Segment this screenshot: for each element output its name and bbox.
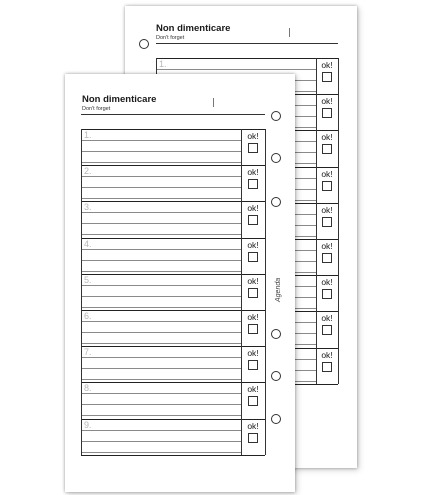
ok-label: ok! [247,167,259,178]
ok-label: ok! [321,313,333,324]
item-number: 4. [84,238,92,249]
ok-label: ok! [321,204,333,215]
ok-checkbox[interactable] [248,288,258,298]
writing-line[interactable] [81,212,241,213]
item-top-rule [81,346,265,347]
writing-line[interactable] [81,271,241,272]
ok-label: ok! [321,277,333,288]
writing-line[interactable] [81,307,241,308]
header-tick [289,28,290,37]
item-top-rule [81,419,265,420]
list-right-border [338,58,339,384]
ok-checkbox[interactable] [248,433,258,443]
binder-hole [271,329,281,339]
writing-line[interactable] [81,452,241,453]
ok-label: ok! [247,348,259,359]
item-number: 9. [84,419,92,430]
ok-label: ok! [321,168,333,179]
writing-line[interactable] [81,249,241,250]
item-top-rule [81,201,265,202]
sheet-subtitle: Don't forget [156,35,185,41]
writing-line[interactable] [81,140,241,141]
ok-label: ok! [321,132,333,143]
list-item [81,419,265,455]
ok-checkbox[interactable] [248,324,258,334]
item-top-rule [156,58,338,59]
writing-line[interactable] [81,404,241,405]
ok-checkbox[interactable] [322,108,332,118]
ok-checkbox[interactable] [322,72,332,82]
writing-line[interactable] [81,368,241,369]
binder-hole [271,197,281,207]
list-item [81,310,265,346]
writing-line[interactable] [81,260,241,261]
item-number: 7. [84,347,92,358]
ok-label: ok! [321,241,333,251]
item-number: 8. [84,383,92,394]
ok-checkbox[interactable] [248,215,258,225]
writing-line[interactable] [81,332,241,333]
item-top-rule [81,310,265,311]
item-number: 1. [159,59,167,69]
writing-line[interactable] [81,198,241,199]
ok-checkbox[interactable] [248,360,258,370]
header-tick [213,98,214,107]
item-top-rule [81,382,265,383]
writing-line[interactable] [81,415,241,416]
binder-hole [271,153,281,163]
writing-line[interactable] [81,285,241,286]
ok-checkbox[interactable] [248,252,258,262]
binder-hole [271,111,281,121]
ok-label: ok! [247,384,259,395]
list-item [81,165,265,201]
sheet-subtitle: Don't forget [82,106,111,112]
item-number: 3. [84,202,92,213]
writing-line[interactable] [81,430,241,431]
binder-hole [139,39,149,49]
writing-line[interactable] [81,321,241,322]
item-number: 6. [84,311,92,321]
ok-checkbox[interactable] [248,179,258,189]
ok-label: ok! [321,96,333,107]
list-bottom-rule [81,455,265,456]
writing-line[interactable] [81,357,241,358]
writing-line[interactable] [81,187,241,188]
item-number: 5. [84,274,92,285]
ok-checkbox[interactable] [322,253,332,263]
writing-line[interactable] [81,296,241,297]
list-item [81,201,265,237]
writing-line[interactable] [81,393,241,394]
list-item [81,346,265,382]
item-number: 2. [84,166,92,177]
ok-checkbox[interactable] [322,289,332,299]
list-item [81,382,265,418]
ok-label: ok! [321,349,333,360]
item-top-rule [81,129,265,130]
list-item [81,238,265,274]
ok-label: ok! [247,275,259,286]
sheet-title: Non dimenticare [156,23,231,34]
item-top-rule [81,274,265,275]
ok-label: ok! [321,60,333,70]
writing-line[interactable] [81,162,241,163]
writing-line[interactable] [81,441,241,442]
writing-line[interactable] [81,379,241,380]
ok-checkbox[interactable] [322,325,332,335]
binder-hole [271,414,281,424]
header-rule [156,43,338,44]
ok-label: ok! [247,203,259,214]
ok-checkbox[interactable] [248,396,258,406]
writing-line[interactable] [156,69,316,70]
ok-label: ok! [247,131,259,141]
writing-line[interactable] [81,234,241,235]
writing-line[interactable] [81,223,241,224]
brand-logo: Agenda [275,277,282,302]
binder-hole [271,371,281,381]
ok-checkbox[interactable] [248,143,258,153]
item-top-rule [81,238,265,239]
ok-label: ok! [247,312,259,322]
list-right-border [265,129,266,455]
ok-label: ok! [247,239,259,250]
item-number: 1. [84,130,92,140]
list-left-border [81,129,82,455]
ok-checkbox[interactable] [322,217,332,227]
writing-line[interactable] [81,151,241,152]
item-top-rule [81,165,265,166]
list-item [81,129,265,165]
ok-checkbox[interactable] [322,181,332,191]
ok-checkbox[interactable] [322,362,332,372]
front-sheet [65,74,295,492]
sheet-title: Non dimenticare [82,94,157,105]
list-item [81,274,265,310]
ok-label: ok! [247,420,259,431]
writing-line[interactable] [81,343,241,344]
header-rule [81,114,265,115]
ok-checkbox[interactable] [322,144,332,154]
writing-line[interactable] [81,176,241,177]
